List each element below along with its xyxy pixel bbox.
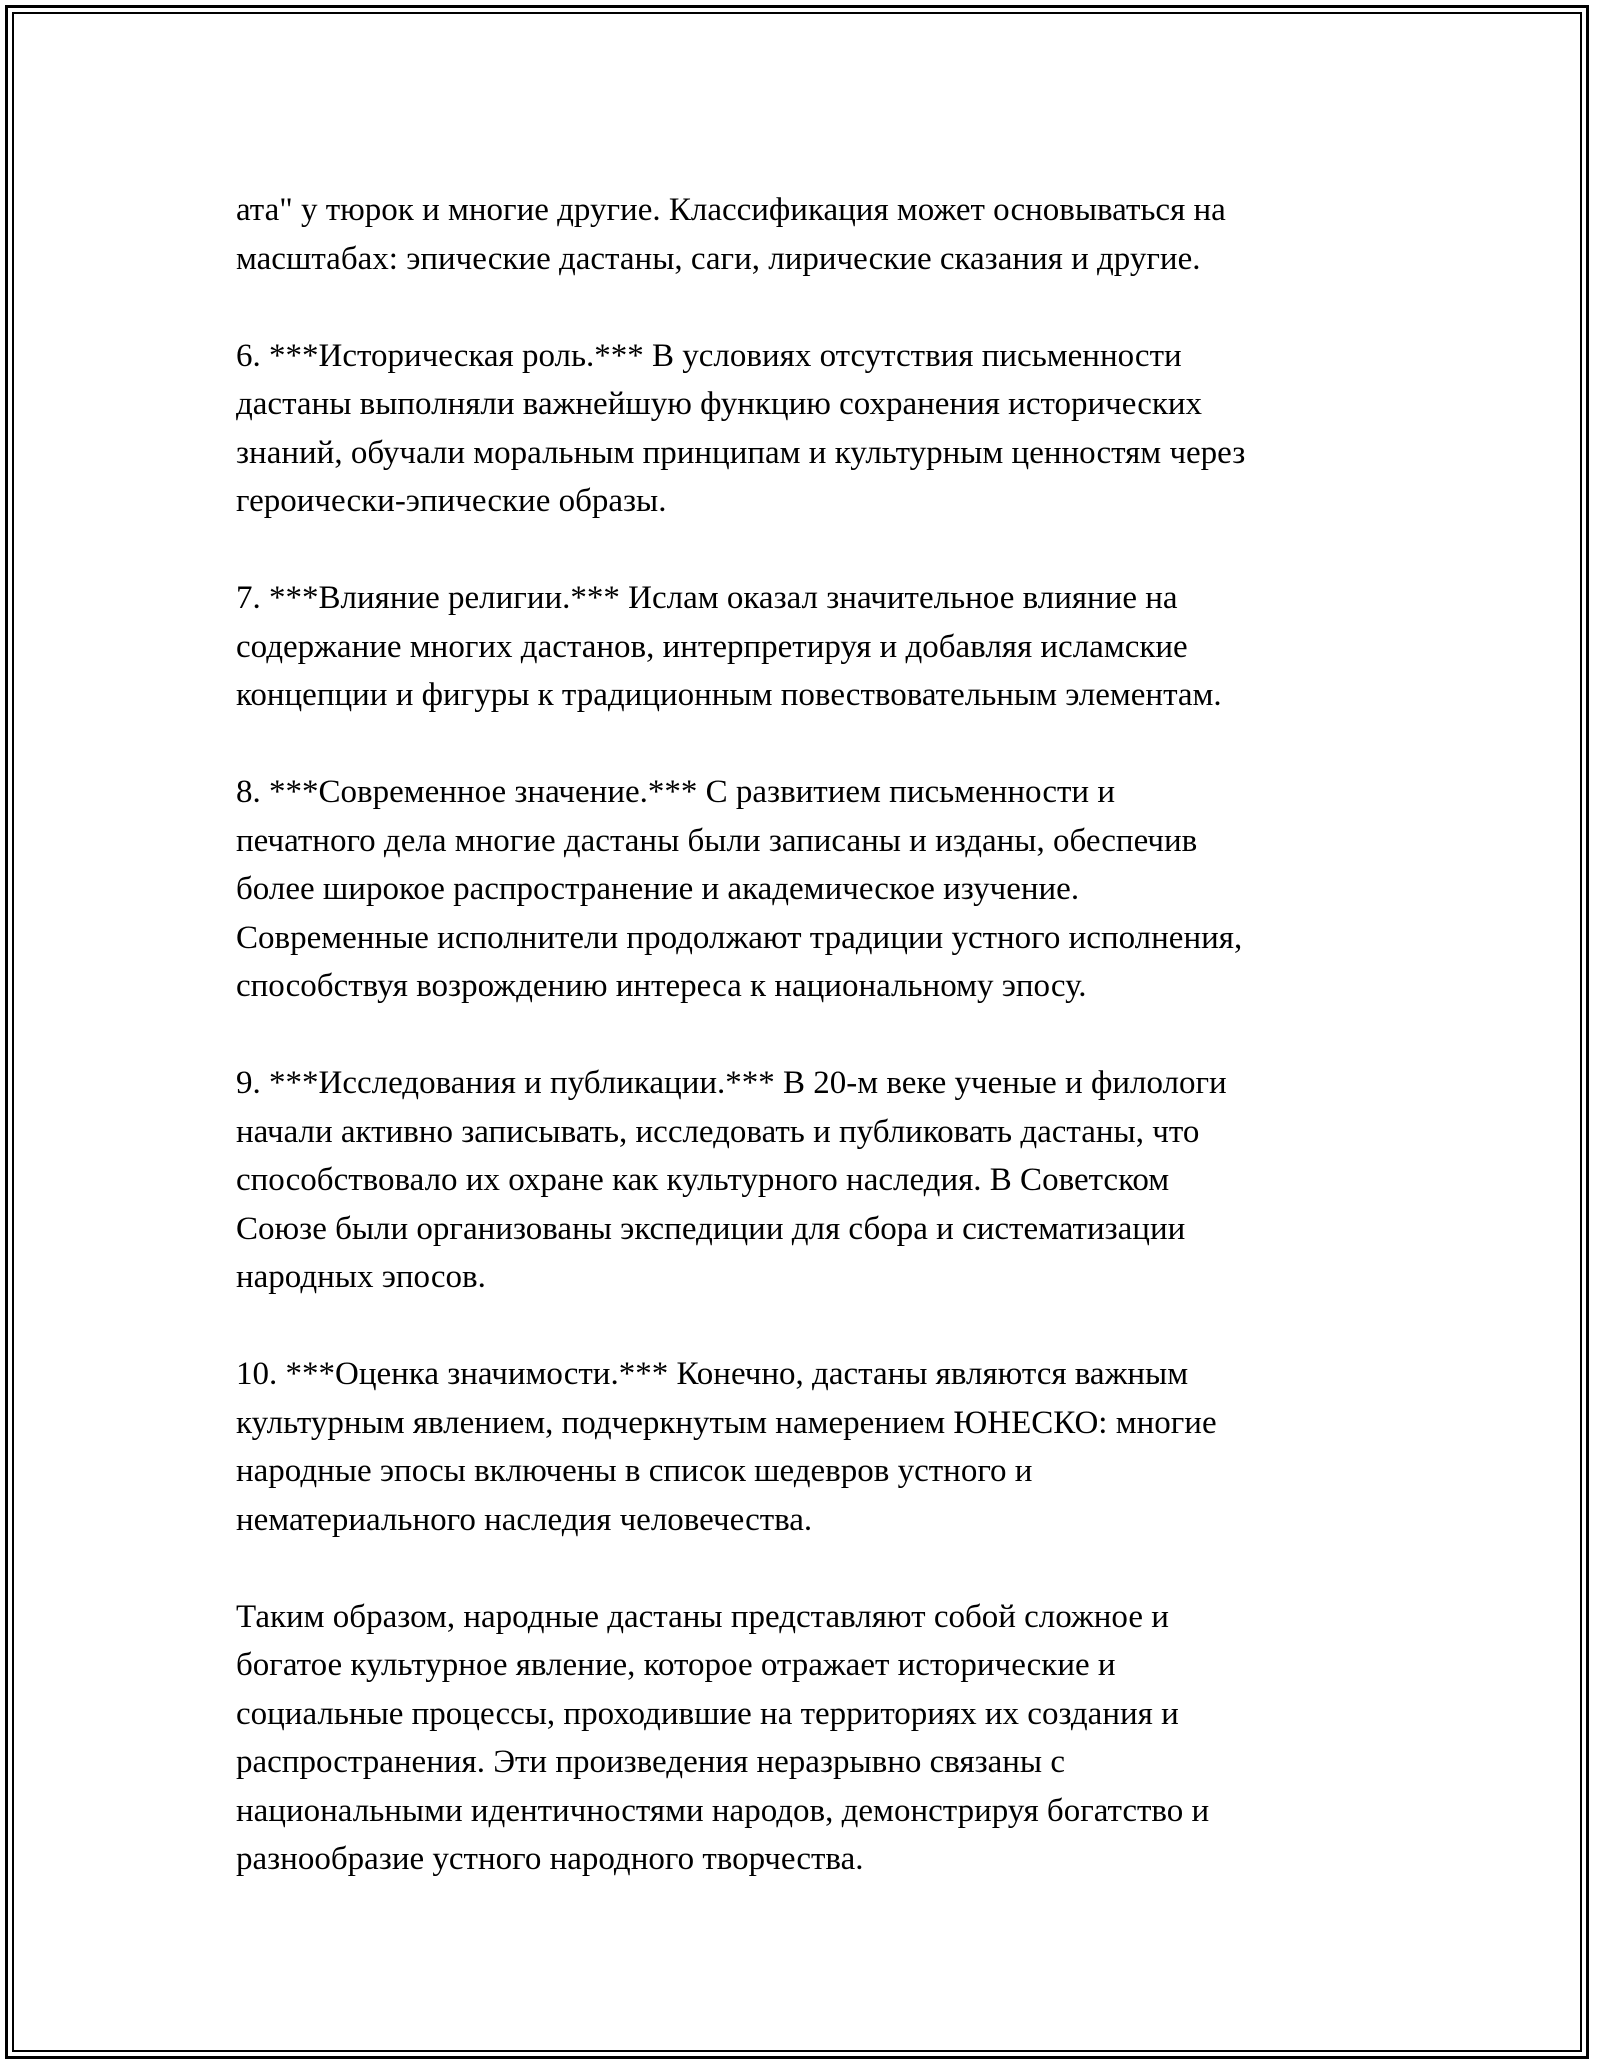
paragraph-modern-significance: 8. ***Современное значение.*** С развитием письменности и печатного дела многие дастаны были записаны и изданы, обеспечив более широкое распространение и академическое изучение. Современные исполнители продолжают традиции устного исполнения, способствуя возрождению интереса к национальному эпосу. bbox=[236, 774, 1243, 1004]
paragraph-research-publications: 9. ***Исследования и публикации.*** В 20-м веке ученые и филологи начали активно записывать, исследовать и публиковать дастаны, что способствовало их охране как культурного наследия. В Советском Союзе были организованы экспедиции для сбора и систематизации народных эпосов. bbox=[236, 1065, 1227, 1295]
paragraph-religion-influence: 7. ***Влияние религии.*** Ислам оказал значительное влияние на содержание многих дастанов, интерпретируя и добавляя исламские концепции и фигуры к традиционным повествовательным элементам. bbox=[236, 580, 1222, 713]
document-body bbox=[236, 186, 1396, 1932]
paragraph-significance-assessment: 10. ***Оценка значимости.*** Конечно, дастаны являются важным культурным явлением, подчеркнутым намерением ЮНЕСКО: многие народные эпосы включены в список шедевров устного и нематериального наследия человечества. bbox=[236, 1356, 1217, 1538]
paragraph-classification-continued: ата" у тюрок и многие другие. Классификация может основываться на масштабах: эпические дастаны, саги, лирические сказания и другие. bbox=[236, 192, 1226, 277]
paragraph-historical-role: 6. ***Историческая роль.*** В условиях отсутствия письменности дастаны выполняли важнейшую функцию сохранения исторических знаний, обучали моральным принципам и культурным ценностям через героически-эпические образы. bbox=[236, 337, 1246, 519]
paragraph-conclusion: Таким образом, народные дастаны представляют собой сложное и богатое культурное явление, которое отражает исторические и социальные процессы, проходившие на территориях их создания и распространения. Эти произведения неразрывно связаны с национальными идентичностями народов, демонстрируя богатство и разнообразие устного народного творчества. bbox=[236, 1598, 1210, 1877]
